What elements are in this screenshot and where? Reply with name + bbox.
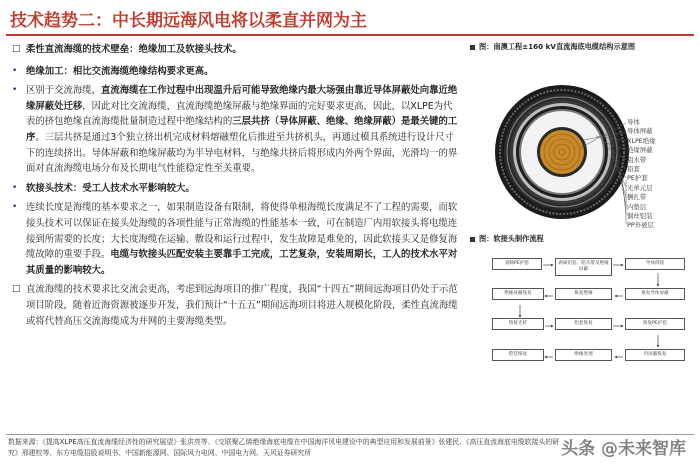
figure1-title	[470, 40, 692, 54]
flow-step: 恢复绝缘	[555, 288, 612, 300]
flow-step: 熔接光纤	[492, 318, 544, 330]
cable-layer-label: XLPE绝缘	[627, 136, 656, 145]
flow-step: 绝缘屏蔽恢复	[492, 288, 544, 300]
bullet-paragraph	[12, 200, 460, 278]
figure2-title	[470, 232, 544, 246]
header	[0, 0, 700, 40]
flow-step: 铠装恢复	[492, 349, 544, 361]
cable-layer-label: 铅套	[627, 165, 640, 174]
bullet-paragraph	[12, 64, 460, 80]
layer-label-list	[627, 118, 656, 231]
main-text-column	[12, 42, 460, 432]
bullet-paragraph	[12, 42, 460, 58]
square-bullet-icon: □	[12, 44, 21, 54]
bullet-text-run: 软接头技术：受工人技术水平影响较大。	[26, 182, 195, 194]
watermark: 头条 @未来智库	[561, 439, 686, 459]
bullet-text-run: ，因此对比交流海缆，直流海缆绝缘屏蔽与绝缘界面的完好要求更高，因此，以XLPE为代表的挤包绝缘直流海缆批量制造过程中绝缘结构的	[26, 100, 453, 128]
bullet-paragraph	[12, 83, 460, 177]
cable-layer-label: PP外被层	[627, 221, 654, 230]
square-bullet-icon	[470, 237, 475, 242]
figure1-title-text: 图：南澳工程±160 kV直流海底电缆结构示意图	[479, 42, 636, 51]
dot-bullet-icon: •	[12, 202, 18, 213]
cable-layer-label: 导体	[627, 118, 640, 126]
bullet-paragraph	[12, 181, 460, 197]
dot-bullet-icon: •	[12, 65, 18, 76]
page-title: 技术趋势二：中长期远海风电将以柔直并网为主	[10, 11, 367, 31]
bullet-text-run: 电缆与软接头匹配安装主要靠手工完成，工艺复杂，安装周期长，工人的技术水平对其质量的影响较大。	[26, 249, 458, 276]
bullet-text-run: 连续长度是海缆的基本要求之一，如果制造设备有限制，将使得单根海缆长度满足不了工程的需要，而软接头技术可以保证在接头处海缆的各项性能与正常海缆的性能基本一致，可在制造厂内用软接头将电缆连接到所需要的长度；大长度海缆在运输、敷设和运行过程中，发生故障是难免的，因此软接头又是修复海缆故障的重要手段。	[26, 202, 458, 261]
bullet-text-run: 。三层共挤是通过3个独立挤出机完成材料熔融塑化后推进至共挤机头，再通过模具系统进行设计尺寸下的连续挤出。导体屏蔽和绝缘屏蔽均为半导电材料，与绝缘共挤后将形成内外两个界面，光滑均一的界面对直流海缆电场分布及长期电气性能稳定性至关重要。	[26, 131, 458, 175]
bullet-text-run: 绝缘加工：相比交流海缆绝缘结构要求更高。	[26, 65, 214, 77]
cable-layer-label: 导体屏蔽	[627, 127, 653, 136]
source-note	[8, 437, 568, 459]
cable-layer-label: PE护套	[627, 174, 648, 183]
cable-layer-label: 内垫层	[627, 202, 647, 211]
bullet-text-run: 直流海缆在工作过程中出现温升后可能导致绝缘内最大场强由靠近导体屏蔽处向靠近绝缘屏蔽处迁移	[26, 85, 458, 112]
flow-step: 铅套恢复	[555, 318, 612, 330]
square-bullet-icon: □	[12, 284, 21, 295]
flow-step: 剥离铅套、阻水带及绝缘屏蔽	[555, 258, 612, 276]
cable-layer-label: 绝缘屏蔽	[627, 146, 653, 155]
cable-cross-section-figure	[492, 70, 692, 235]
dot-bullet-icon: •	[12, 85, 18, 96]
cable-layer-label: 捆扎带	[627, 193, 647, 202]
flow-step: 导体焊接	[625, 258, 685, 270]
bullet-text-run: 柔性直流海缆的技术壁垒：绝缘加工及软接头技术。	[26, 44, 242, 55]
splice-flowchart	[490, 250, 690, 375]
cable-layer-label: 阻水带	[627, 155, 647, 164]
bullet-text-run: 直流海缆的技术要求比交流会更高，考虑到远海项目的推广程度，我国“十四五”期间远海项目仍处于示范项目阶段，随着近海资源被逐步开发，我们预计“十五五”期间远海项目将进入规模化阶段，柔性直流海缆或将代替高压交流海缆成为并网的主要海缆类型。	[26, 284, 458, 327]
bullet-text-run: 区别于交流海缆，	[26, 85, 102, 97]
source-label: 数据来源：	[8, 438, 43, 446]
source-text: 《提高XLPE高压直流海缆经济性的研究展望》张洪亮等、《交联聚乙烯绝缘海底电缆在中国海洋风电建设中的典型应用和发展前景》张建民、《高压直流海底电缆软接头的研究》邢建校等、东方电缆招股说明书、中国新能源网、国际风力电网、中国电力网、天风证券研究所	[8, 438, 560, 457]
cable-layer-label: 铜丝铠装	[627, 212, 653, 221]
square-bullet-icon	[470, 45, 475, 50]
cable-layer-label: 光单元层	[627, 183, 653, 192]
cable-diagram	[492, 70, 692, 235]
flow-step: 内屏蔽恢复	[625, 349, 685, 361]
figure2-title-wrap	[470, 232, 544, 246]
bullet-text-run: 三层共挤（导体屏蔽、绝缘、绝缘屏蔽）是最关键的工序	[26, 116, 458, 143]
flow-step: 恢复PE护套	[625, 318, 685, 330]
flow-step: 绝缘处理	[555, 349, 612, 361]
flow-step: 剥除PE护套	[492, 258, 542, 270]
figures-column	[470, 40, 692, 420]
figure2-title-text: 图：软接头制作流程	[479, 234, 544, 243]
flow-step: 恢复导体屏蔽	[625, 288, 685, 300]
title-divider	[6, 34, 694, 36]
dot-bullet-icon: •	[12, 182, 18, 193]
bullet-paragraph	[12, 282, 460, 329]
